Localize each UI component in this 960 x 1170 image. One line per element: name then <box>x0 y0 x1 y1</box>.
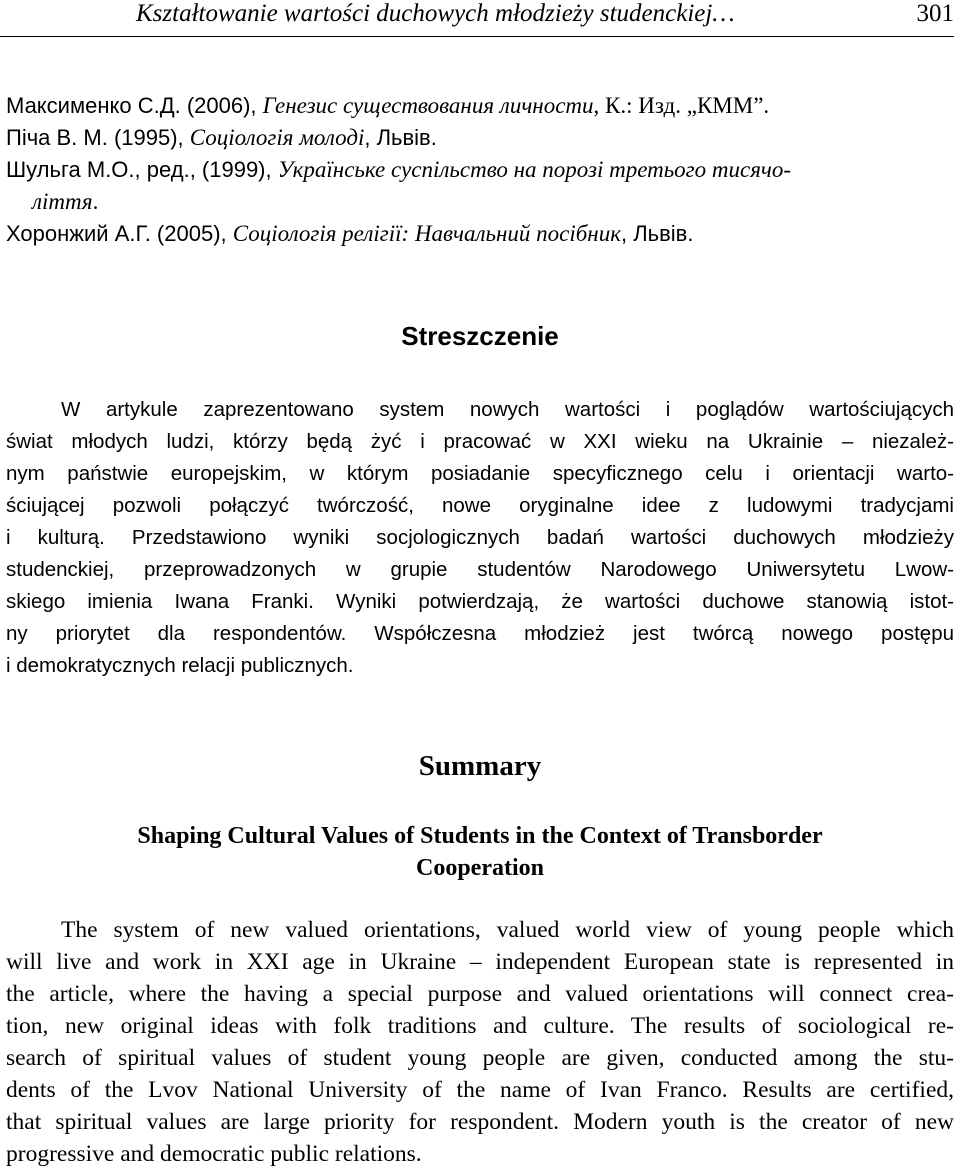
text-line: świat młodych ludzi, którzy będą żyć i pracować w XXI wieku na Ukrainie – niezależ- <box>6 430 954 453</box>
streszczenie-heading: Streszczenie <box>401 321 559 351</box>
text-line: the article, where the having a special purpose and valued orientations will connect crea- <box>6 981 954 1007</box>
summary-subtitle-line: Cooperation <box>416 855 544 881</box>
summary-paragraph <box>6 914 954 1170</box>
text-line: ny priorytet dla respondentów. Współczesna młodzież jest twórcą nowego postępu <box>6 622 954 645</box>
text-line: W artykule zaprezentowano system nowych wartości i poglądów wartościujących <box>61 398 954 421</box>
text-line: skiego imienia Iwana Franki. Wyniki potwierdzają, że wartości duchowe stanowią istot- <box>6 590 954 613</box>
text-line: progressive and democratic public relations. <box>6 1141 422 1167</box>
streszczenie-paragraph <box>6 394 954 682</box>
text-line: search of spiritual values of student young people are given, conducted among the stu- <box>6 1045 954 1071</box>
reference-item-continuation <box>6 186 956 218</box>
text-line: studenckiej, przeprowadzonych w grupie studentów Narodowego Uniwersytetu Lwow- <box>6 558 954 581</box>
text-line: will live and work in XXI age in Ukraine – independent European state is represented in <box>6 949 954 975</box>
text-line: tion, new original ideas with folk traditions and culture. The results of sociological re- <box>6 1013 954 1039</box>
text-line: nym państwie europejskim, w którym posiadanie specyficznego celu i orientacji warto- <box>6 462 954 485</box>
running-header <box>0 0 954 37</box>
reference-lead: Піча В. М. (1995), <box>6 125 190 150</box>
reference-item <box>6 122 956 154</box>
text-line: dents of the Lvov National University of the name of Ivan Franco. Results are certified, <box>6 1077 954 1103</box>
reference-title: Соціологія релігії: Навчальний посібник <box>232 221 621 246</box>
reference-tail: , Львів. <box>364 125 437 150</box>
running-title: Kształtowanie wartości duchowych młodzieży studenckiej… <box>136 0 735 27</box>
text-line: that spiritual values are large priority for respondent. Modern youth is the creator of new <box>6 1109 954 1135</box>
text-line: i demokratycznych relacji publicznych. <box>6 654 354 677</box>
reference-lead: Хоронжий А.Г. (2005), <box>6 221 233 246</box>
reference-lead: Максименко С.Д. (2006), <box>6 93 263 118</box>
reference-title: Соціологія молоді <box>189 125 365 150</box>
reference-title: ліття <box>32 189 93 214</box>
text-line: The system of new valued orientations, valued world view of young people which <box>61 917 954 943</box>
reference-tail: . <box>92 189 99 214</box>
summary-subtitle <box>0 820 960 884</box>
reference-lead: Шульга М.О., ред., (1999), <box>6 157 278 182</box>
reference-tail: , К.: Изд. „КММ”. <box>593 93 770 118</box>
summary-heading: Summary <box>418 750 542 782</box>
text-line: i kulturą. Przedstawiono wyniki socjologicznych badań wartości duchowych młodzieży <box>6 526 954 549</box>
reference-title: Українське суспільство на порозі третього тисячо- <box>277 157 792 182</box>
reference-item <box>6 154 956 186</box>
page-number: 301 <box>916 0 954 27</box>
reference-item <box>6 218 956 250</box>
reference-item <box>6 90 956 122</box>
summary-subtitle-line: Shaping Cultural Values of Students in the Context of Transborder <box>137 823 823 849</box>
reference-list <box>6 90 956 250</box>
reference-title: Генезис существования личности <box>262 93 594 118</box>
text-line: ściującej pozwoli połączyć twórczość, nowe oryginalne idee z ludowymi tradycjami <box>6 494 954 517</box>
reference-tail: , Львів. <box>620 221 694 246</box>
